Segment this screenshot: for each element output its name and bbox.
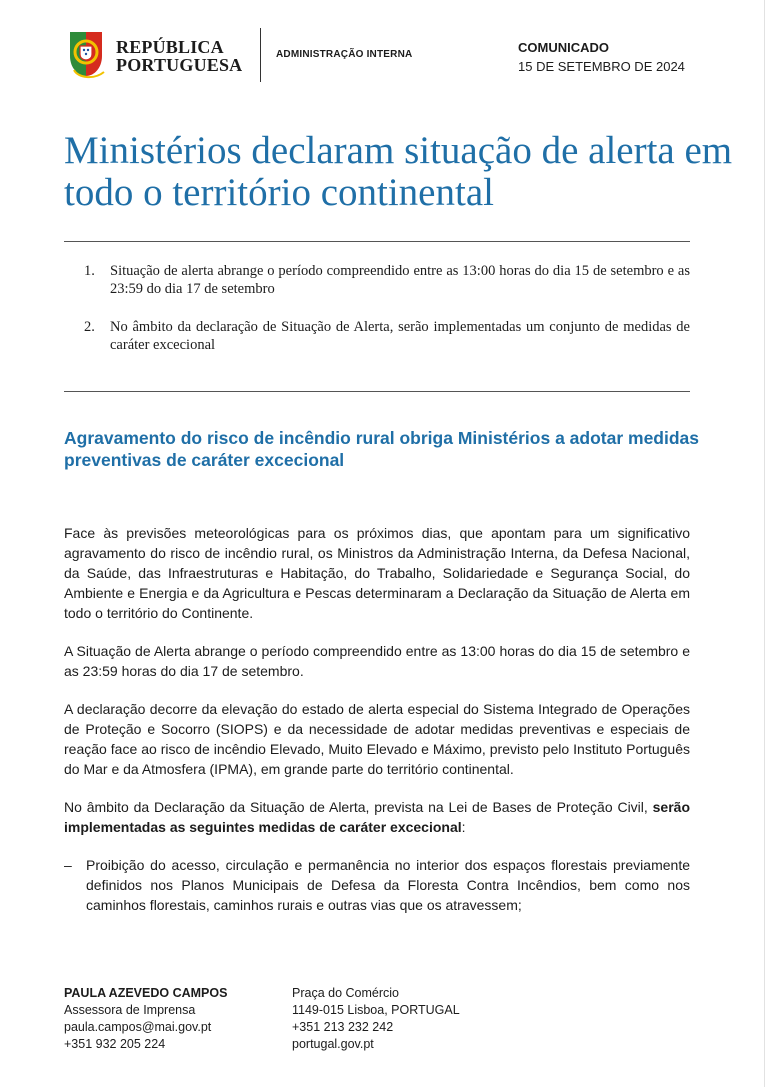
summary-item-number: 1. <box>84 263 95 279</box>
header-divider <box>260 28 261 82</box>
contact-name: PAULA AZEVEDO CAMPOS <box>64 986 228 1000</box>
document-type: COMUNICADO <box>518 40 609 55</box>
document-date: 15 DE SETEMBRO DE 2024 <box>518 59 685 74</box>
summary-rule <box>64 391 690 392</box>
section-subtitle: Agravamento do risco de incêndio rural obriga Ministérios a adotar medidas preventivas de caráter excecional <box>64 428 700 470</box>
title-rule <box>64 241 690 242</box>
measure-bullet <box>64 855 690 915</box>
body-paragraph-1: Face às previsões meteorológicas para os próximos dias, que apontam para um significativo agravamento do risco de incêndio rural, os Ministros da Administração Interna, da Defesa Nacional, da Saúde, das Infraestruturas e Habitação, do Trabalho, Solidariedade e Segurança Social, do Ambiente e Energia e da Agricultura e Pescas determinaram a Declaração da Situação de Alerta em todo o território do Continente. <box>64 525 690 621</box>
ministry-name: ADMINISTRAÇÃO INTERNA <box>276 49 413 60</box>
brand-line-1: REPÚBLICA <box>116 37 224 57</box>
summary-item-text: No âmbito da declaração de Situação de Alerta, serão implementadas um conjunto de medidas de caráter excecional <box>110 319 690 353</box>
paragraph-4-end: : <box>461 819 466 835</box>
contact-role: Assessora de Imprensa <box>64 1003 196 1017</box>
summary-item-number: 2. <box>84 319 95 335</box>
brand-name <box>116 38 242 74</box>
summary-item <box>84 262 690 298</box>
summary-item-text: Situação de alerta abrange o período compreendido entre as 13:00 horas do dia 15 de setembro e as 23:59 do dia 17 de setembro <box>110 263 690 297</box>
press-release-body <box>64 523 690 915</box>
paragraph-4-text: No âmbito da Declaração da Situação de Alerta, prevista na Lei de Bases de Proteção Civil, <box>64 799 653 815</box>
body-paragraph-2: A Situação de Alerta abrange o período compreendido entre as 13:00 horas do dia 15 de setembro e as 23:59 horas do dia 17 de setembro. <box>64 643 690 679</box>
bullet-dash-icon: – <box>64 857 72 873</box>
press-contact <box>64 985 227 1053</box>
page-edge <box>764 0 765 1087</box>
address-line-2: 1149-015 Lisboa, PORTUGAL <box>292 1003 460 1017</box>
summary-list <box>84 262 690 374</box>
address-phone: +351 213 232 242 <box>292 1020 394 1034</box>
brand-line-2: PORTUGUESA <box>116 55 243 75</box>
contact-phone: +351 932 205 224 <box>64 1037 166 1051</box>
summary-item <box>84 318 690 354</box>
republica-portuguesa-logo-icon <box>64 26 106 82</box>
ministry-address <box>292 985 460 1053</box>
paragraph-4-emphasis: serão implementadas as seguintes medidas de caráter excecional <box>64 799 690 835</box>
body-paragraph-3: A declaração decorre da elevação do estado de alerta especial do Sistema Integrado de Operações de Proteção e Socorro (SIOPS) e da necessidade de adotar medidas preventivas e especiais de reação face ao risco de incêndio Elevado, Muito Elevado e Máximo, previsto pelo Instituto Português do Mar e da Atmosfera (IPMA), em grande parte do território continental. <box>64 701 690 777</box>
body-paragraph-4 <box>64 797 690 837</box>
address-line-1: Praça do Comércio <box>292 986 399 1000</box>
website-link[interactable]: portugal.gov.pt <box>292 1037 374 1051</box>
contact-email[interactable]: paula.campos@mai.gov.pt <box>64 1020 212 1034</box>
measure-bullet-text: Proibição do acesso, circulação e permanência no interior dos espaços florestais previamente definidos nos Planos Municipais de Defesa da Floresta Contra Incêndios, bem como nos caminhos florestais, caminhos rurais e outras vias que os atravessem; <box>86 857 690 913</box>
page-title: Ministérios declaram situação de alerta em todo o território continental <box>64 129 733 214</box>
